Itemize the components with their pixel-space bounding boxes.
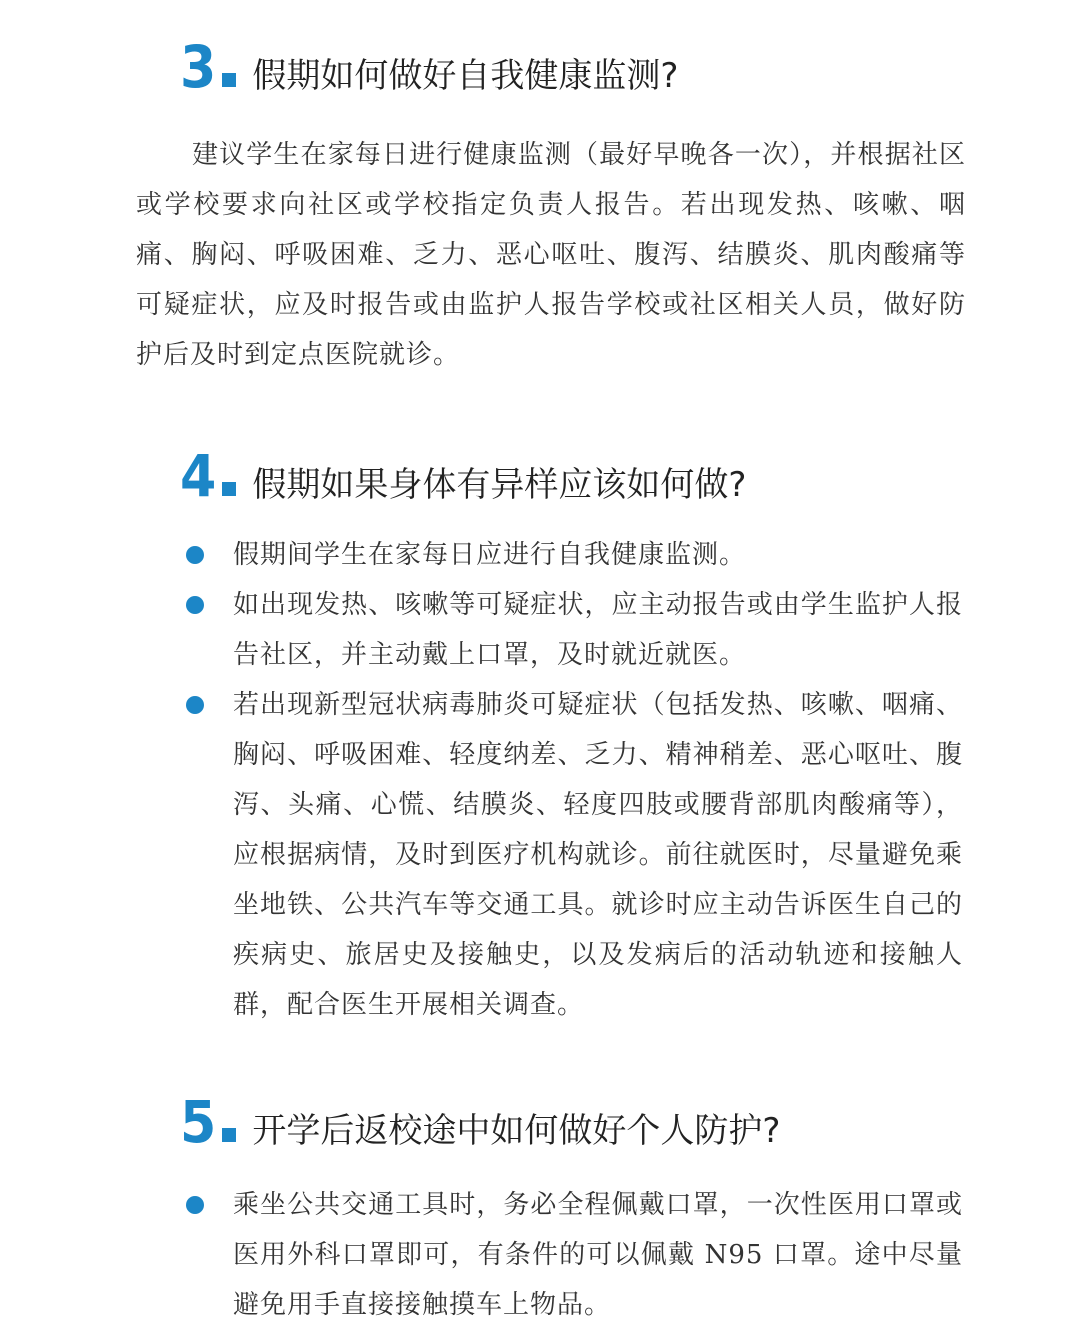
bullet-icon (186, 596, 204, 614)
section-4-number: 4 (180, 442, 217, 510)
list-item (0, 680, 963, 1030)
list-item (0, 580, 963, 680)
section-4-title: 假期如果身体有异样应该如何做? (252, 465, 747, 505)
section-3-title: 假期如何做好自我健康监测? (252, 56, 679, 96)
list-item-text: 假期间学生在家每日应进行自我健康监测。 (233, 540, 747, 570)
bullet-icon (186, 696, 204, 714)
section-3-number-dot (222, 73, 236, 87)
section-3-heading (180, 33, 679, 101)
section-5-bullet-list (0, 1180, 1080, 1330)
list-item-text: 如出现发热、咳嗽等可疑症状，应主动报告或由学生监护人报告社区，并主动戴上口罩，及时就近就医。 (233, 590, 963, 670)
section-5-heading (180, 1088, 781, 1156)
section-4-bullet-list (0, 530, 1080, 1030)
list-item (0, 1180, 963, 1330)
list-item (0, 530, 963, 580)
section-4-heading (180, 442, 747, 510)
section-3-number: 3 (180, 33, 217, 101)
section-3-paragraph: 建议学生在家每日进行健康监测（最好早晚各一次），并根据社区或学校要求向社区或学校指定负责人报告。若出现发热、咳嗽、咽痛、胸闷、呼吸困难、乏力、恶心呕吐、腹泻、结膜炎、肌肉酸痛等可疑症状，应及时报告或由监护人报告学校或社区相关人员，做好防护后及时到定点医院就诊。 (136, 140, 966, 370)
section-5-title: 开学后返校途中如何做好个人防护? (252, 1111, 781, 1151)
section-5-number-dot (222, 1128, 236, 1142)
list-item-text: 若出现新型冠状病毒肺炎可疑症状（包括发热、咳嗽、咽痛、胸闷、呼吸困难、轻度纳差、乏力、精神稍差、恶心呕吐、腹泻、头痛、心慌、结膜炎、轻度四肢或腰背部肌肉酸痛等），应根据病情，及时到医疗机构就诊。前往就医时，尽量避免乘坐地铁、公共汽车等交通工具。就诊时应主动告诉医生自己的疾病史、旅居史及接触史，以及发病后的活动轨迹和接触人群，配合医生开展相关调查。 (233, 690, 963, 1020)
section-5-number: 5 (180, 1088, 217, 1156)
section-4-number-dot (222, 482, 236, 496)
list-item-text: 乘坐公共交通工具时，务必全程佩戴口罩，一次性医用口罩或医用外科口罩即可，有条件的可以佩戴 N95 口罩。途中尽量避免用手直接接触摸车上物品。 (233, 1190, 963, 1320)
bullet-icon (186, 546, 204, 564)
bullet-icon (186, 1196, 204, 1214)
